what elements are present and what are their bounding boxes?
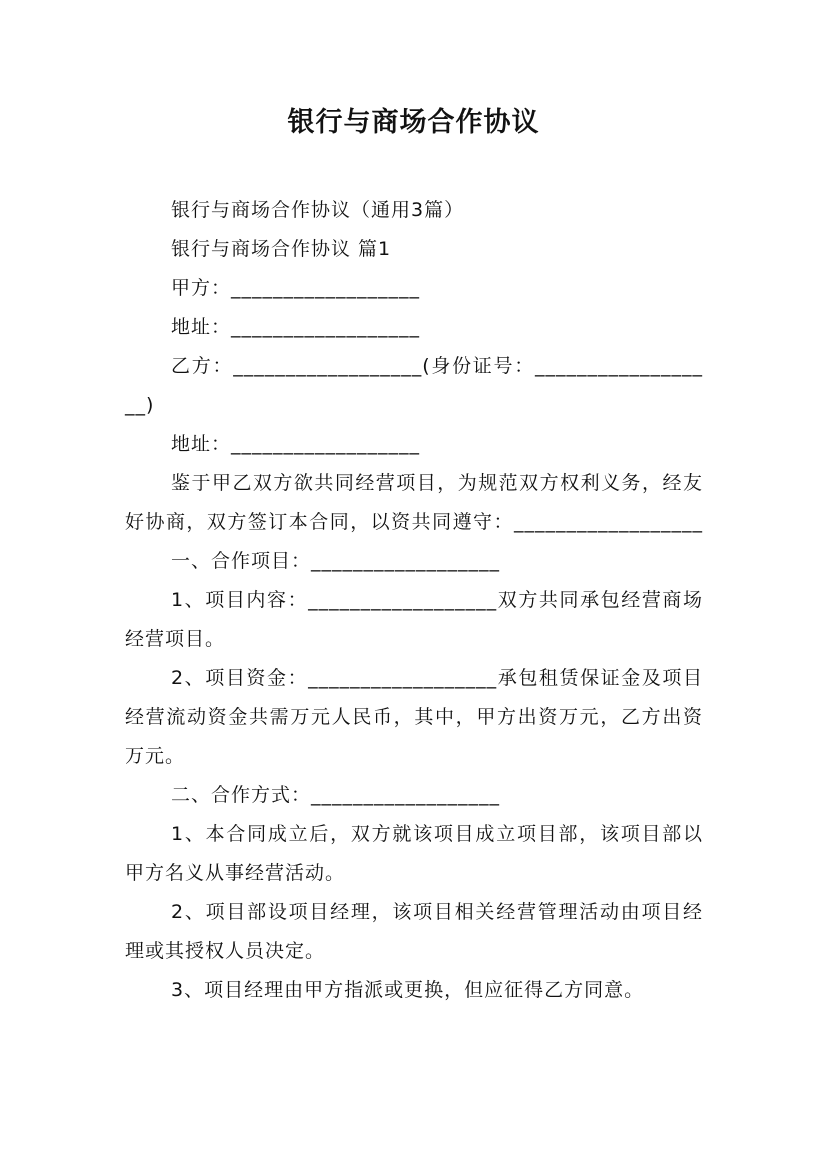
clause-1-1: 1、项目内容：__________________双方共同承包经营商场经营项目。 bbox=[125, 589, 703, 650]
clause-2-3: 3、项目经理由甲方指派或更换，但应征得乙方同意。 bbox=[171, 979, 645, 1001]
section-2-heading: 二、合作方式：__________________ bbox=[171, 784, 501, 806]
party-b-address-line: 地址：__________________ bbox=[171, 433, 421, 455]
preamble-paragraph: 鉴于甲乙双方欲共同经营项目，为规范双方权利义务，经友好协商，双方签订本合同，以资共同遵守：__________________ bbox=[125, 472, 703, 533]
subtitle-part-1: 银行与商场合作协议 篇1 bbox=[171, 238, 392, 260]
clause-2-1: 1、本合同成立后，双方就该项目成立项目部，该项目部以甲方名义从事经营活动。 bbox=[125, 823, 703, 884]
document-body bbox=[125, 191, 703, 1010]
party-a-address-line: 地址：__________________ bbox=[171, 316, 421, 338]
subtitle-general: 银行与商场合作协议（通用3篇） bbox=[171, 199, 465, 221]
clause-1-2: 2、项目资金：__________________承包租赁保证金及项目经营流动资金共需万元人民币，其中，甲方出资万元，乙方出资万元。 bbox=[125, 667, 703, 767]
party-a-line: 甲方：__________________ bbox=[171, 277, 421, 299]
party-b-line: 乙方：__________________(身份证号：__________________) bbox=[125, 355, 703, 416]
document-title: 银行与商场合作协议 bbox=[287, 107, 540, 138]
section-1-heading: 一、合作项目：__________________ bbox=[171, 550, 501, 572]
clause-2-2: 2、项目部设项目经理，该项目相关经营管理活动由项目经理或其授权人员决定。 bbox=[125, 901, 703, 962]
